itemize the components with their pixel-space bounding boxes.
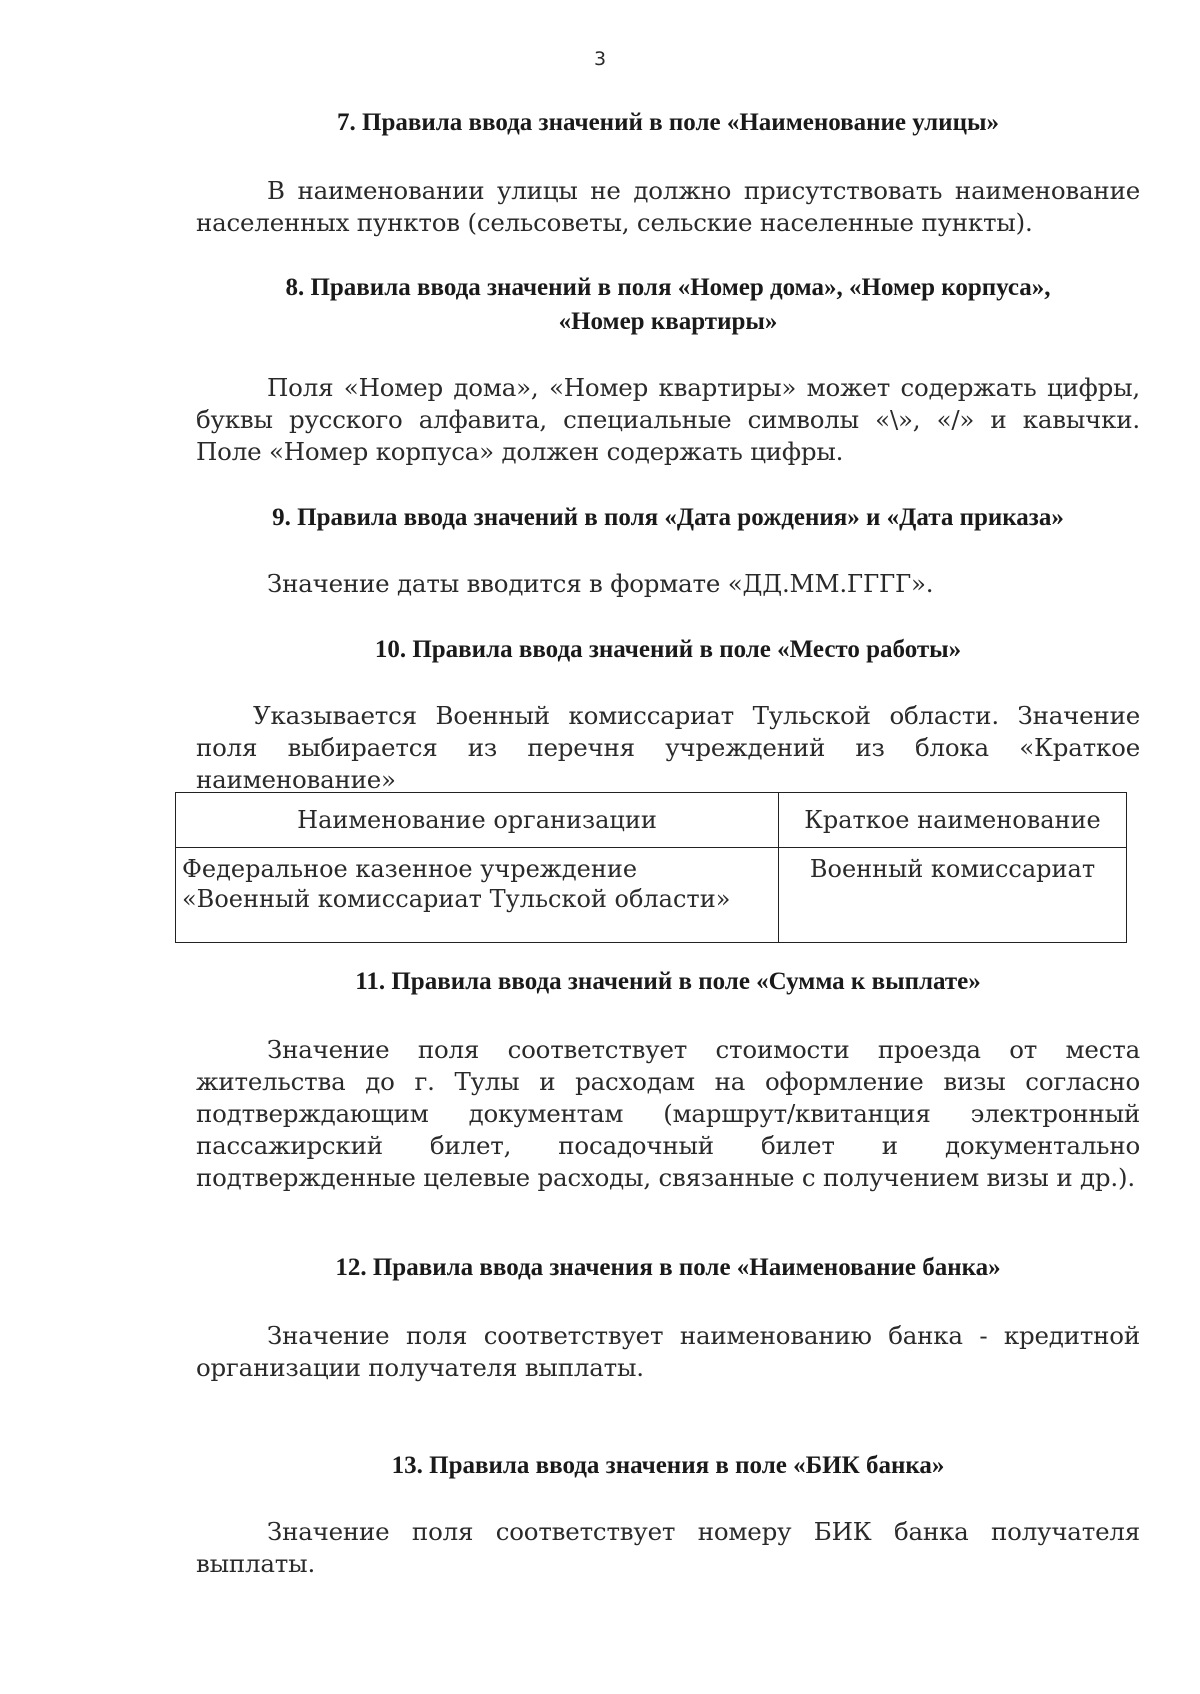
organizations-table [175, 792, 1127, 943]
table-cell: Военный комиссариат [779, 848, 1127, 943]
heading-section-9: 9. Правила ввода значений в поля «Дата рождения» и «Дата приказа» [272, 504, 1064, 531]
paragraph-section-10 [196, 700, 1140, 796]
table-header-row [176, 793, 1127, 848]
table-row [176, 848, 1127, 943]
heading-section-8-line2: «Номер квартиры» [558, 308, 778, 335]
paragraph-text: В наименовании улицы не должно присутствовать наименование населенных пунктов (сельсоветы, сельские населенные пункты). [196, 176, 1140, 237]
heading-section-11: 11. Правила ввода значений в поле «Сумма к выплате» [355, 968, 981, 995]
paragraph-text: Значение поля соответствует стоимости проезда от места жительства до г. Тулы и расходам на оформление визы согласно подтверждающим документам (маршрут/квитанция электронный пассажирский билет, посадочный билет и документально подтвержденные целевые расходы, связанные с получением визы и др.). [196, 1035, 1140, 1192]
paragraph-text: Значение поля соответствует наименованию банка - кредитной организации получателя выплаты. [196, 1321, 1140, 1382]
table-header-cell: Краткое наименование [779, 793, 1127, 848]
heading-section-10: 10. Правила ввода значений в поле «Место работы» [374, 636, 962, 663]
paragraph-text: Указывается Военный комиссариат Тульской области. Значение поля выбирается из перечня учреждений из блока «Краткое наименование» [196, 701, 1140, 794]
paragraph-section-7 [196, 175, 1140, 239]
paragraph-section-9 [196, 568, 1140, 600]
paragraph-text: Значение даты вводится в формате «ДД.ММ.ГГГГ». [267, 569, 934, 598]
heading-section-12: 12. Правила ввода значения в поле «Наименование банка» [335, 1254, 1001, 1281]
paragraph-section-12 [196, 1320, 1140, 1384]
paragraph-section-11 [196, 1034, 1140, 1194]
paragraph-text: Значение поля соответствует номеру БИК банка получателя выплаты. [196, 1517, 1140, 1578]
heading-section-8-line1: 8. Правила ввода значений в поля «Номер дома», «Номер корпуса», [285, 274, 1051, 301]
heading-section-13: 13. Правила ввода значения в поле «БИК банка» [391, 1452, 945, 1479]
paragraph-section-8 [196, 372, 1140, 468]
page-number: 3 [593, 48, 607, 70]
heading-section-7: 7. Правила ввода значений в поле «Наименование улицы» [337, 109, 999, 136]
paragraph-text: Поля «Номер дома», «Номер квартиры» может содержать цифры, буквы русского алфавита, специальные символы «\», «/» и кавычки. Поле «Номер корпуса» должен содержать цифры. [196, 373, 1140, 466]
table-header-cell: Наименование организации [176, 793, 779, 848]
paragraph-section-13 [196, 1516, 1140, 1580]
table-cell: Федеральное казенное учреждение «Военный комиссариат Тульской области» [176, 848, 779, 943]
